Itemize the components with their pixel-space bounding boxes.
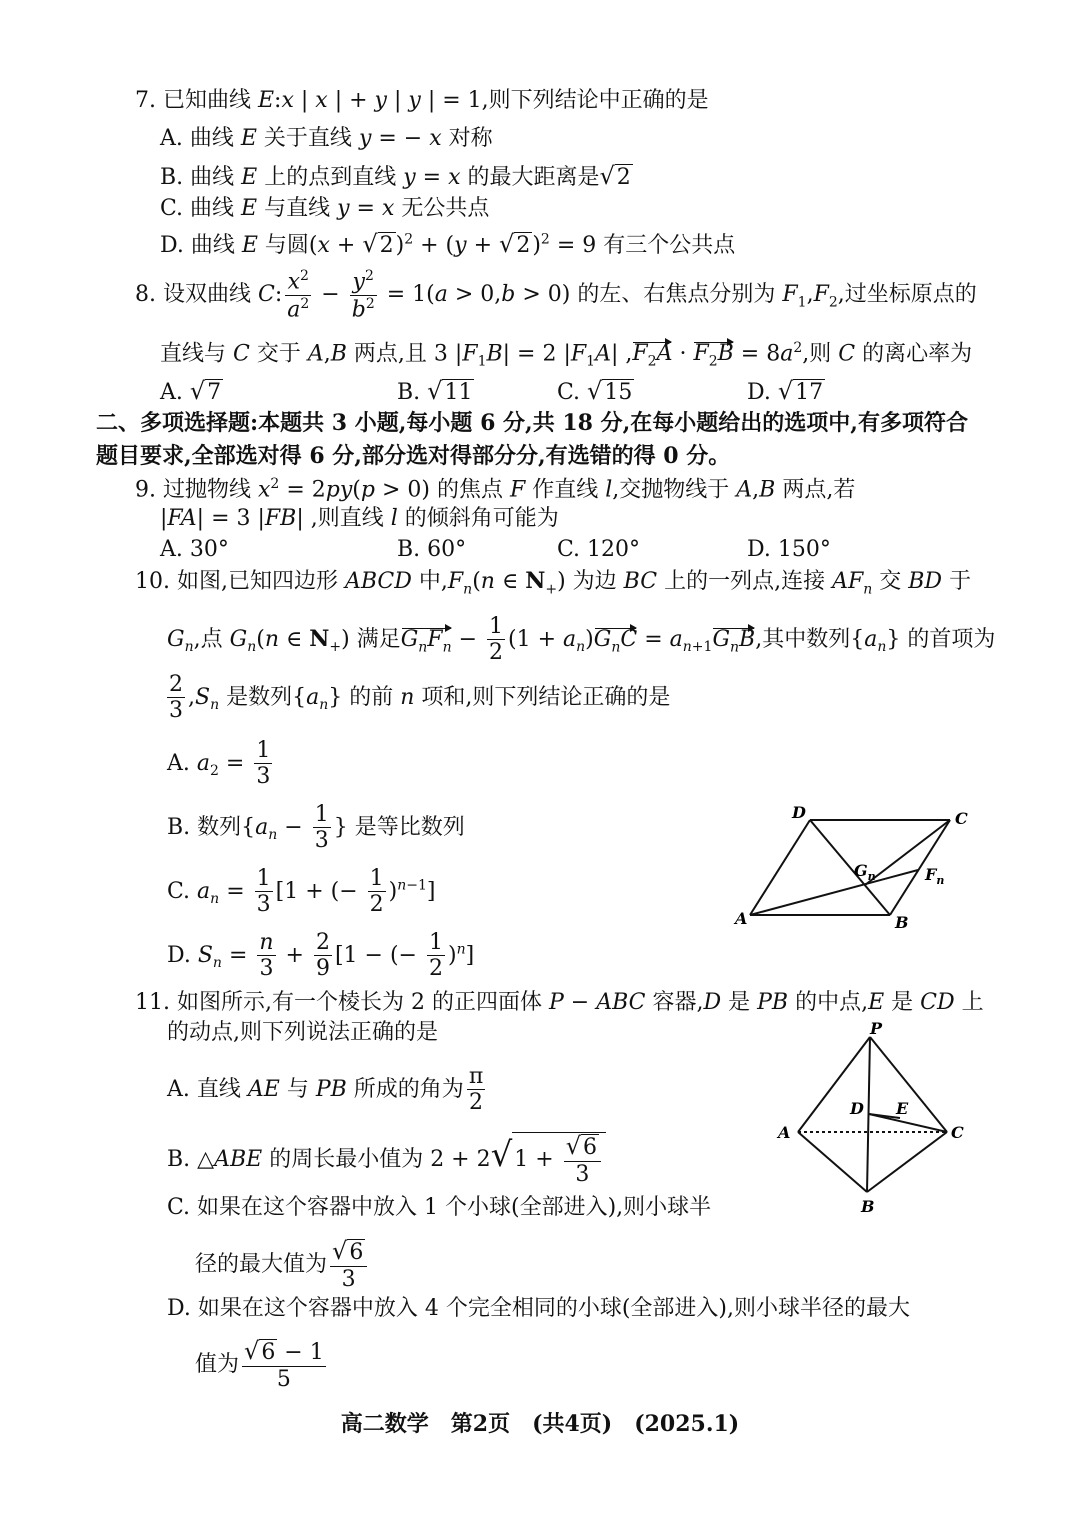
- q8-option-b: B. √11: [397, 377, 473, 405]
- q7-option-c: C. 曲线 E 与直线 y = x 无公共点: [160, 196, 490, 221]
- q7-option-b: B. 曲线 E 上的点到直线 y = x 的最大距离是√2: [160, 162, 631, 190]
- q10-stem-line2: $G_n$,点 $G_n(n$ ∈ $N_+$) 满足$G_nF_n$ − $\frac{1}{2}$ $(1 + a_n)G_nC = a_{n+1}G_nB$,其中数列$\{a_n\}$ 的首项为: [167, 614, 996, 666]
- q8-stem-line1: 8. 设双曲线 C: $\frac{x^2}{a^2}$ − $\frac{y^2}{b^2}$ = 1(a > 0,b > 0) 的左、右焦点分别为 $F_1,F_2$,过坐标原点的: [135, 268, 977, 322]
- section2-heading-line2: 题目要求,全部选对得 6 分,部分选对得部分分,有选错的得 0 分。: [96, 443, 731, 469]
- q7-option-a: A. 曲线 E 关于直线 y = − x 对称: [160, 126, 493, 151]
- label-c: C: [951, 1123, 964, 1142]
- label-d: D: [792, 803, 806, 822]
- q9-stem-line2: |FA| = 3 |FB| ,则直线 l 的倾斜角可能为: [160, 506, 559, 531]
- q11-option-b: B. △ABE 的周长最小值为 2 + 2√1 + $\frac{√6}{3}$: [167, 1132, 606, 1187]
- label-a: A: [735, 909, 748, 928]
- label-e: E: [896, 1099, 909, 1118]
- section2-heading-line1: 二、多项选择题:本题共 3 小题,每小题 6 分,共 18 分,在每小题给出的选项中,有多项符合: [96, 410, 968, 436]
- q10-option-a: A. $a_2$ = $\frac{1}{3}$: [167, 738, 271, 790]
- q10-option-b: B. 数列{$a_n$ − $\frac{1}{3}$ } 是等比数列: [167, 802, 465, 854]
- q11-stem-line1: 11. 如图所示,有一个棱长为 2 的正四面体 P − ABC 容器,D 是 PB 的中点,E 是 CD 上: [135, 990, 984, 1015]
- q10-option-d: D. $S_n$ = $\frac{n}{3}$ + $\frac{2}{9}$ [1 − (− $\frac{1}{2}$ )$^n$]: [167, 930, 475, 982]
- label-p: P: [870, 1022, 883, 1038]
- q9-option-c: C. 120°: [557, 537, 641, 562]
- q9-stem-line1: 9. 过抛物线 $x^2 = 2py(p > 0)$ 的焦点 F 作直线 l,交抛物线于 A,B 两点,若: [135, 476, 856, 503]
- q11-option-c-line2: 径的最大值为 $\frac{√6}{3}$: [195, 1238, 370, 1292]
- q9-option-a: A. 30°: [160, 537, 229, 562]
- edge-bc: [890, 820, 950, 915]
- q11-option-c-line1: C. 如果在这个容器中放入 1 个小球(全部进入),则小球半: [167, 1195, 712, 1220]
- label-b: B: [895, 913, 909, 932]
- q10-stem-line3: $\frac{2}{3}$ $,S_n$ 是数列$\{a_n\}$ 的前 n 项和,则下列结论正确的是: [169, 672, 671, 724]
- q11-option-d-line1: D. 如果在这个容器中放入 4 个完全相同的小球(全部进入),则小球半径的最大: [167, 1296, 910, 1321]
- q9-option-b: B. 60°: [397, 537, 467, 562]
- label-gn: $G_n$: [854, 861, 876, 883]
- q9-option-d: D. 150°: [747, 537, 831, 562]
- label-c: C: [955, 809, 968, 828]
- q11-figure: [770, 1022, 980, 1222]
- q10-figure: [730, 800, 990, 940]
- q8-stem-line2: 直线与 C 交于 A,B 两点,且 3 $|F_1B| = 2$ $|F_1A|$ $,F_2A \cdot F_2B = 8a^2$,则 C 的离心率为: [160, 340, 973, 370]
- q10-stem-line1: 10. 如图,已知四边形 ABCD 中$,F_n(n$ ∈ $N_+$) 为边 BC 上的一列点,连接 $AF_n$ 交 BD 于: [135, 568, 972, 598]
- edge-ab: [798, 1132, 867, 1192]
- q11-stem-line2: 的动点,则下列说法正确的是: [167, 1020, 438, 1045]
- q10-option-c: C. $a_n$ = $\frac{1}{3}$ [1 + (− $\frac{1}{2}$ )$^{n-1}$]: [167, 866, 436, 918]
- label-b: B: [861, 1197, 875, 1216]
- diagonal-bd: [810, 820, 890, 915]
- q11-option-d-line2: 值为 $\frac{√6 - 1}{5}$: [195, 1337, 324, 1392]
- q8-option-c: C. √15: [557, 377, 633, 405]
- q11-option-a: A. 直线 AE 与 PB 所成的角为 $\frac{\pi}{2}$: [167, 1064, 484, 1116]
- q7-stem: 7. 已知曲线 E:x | x | + y | y | = 1,则下列结论中正确的是: [135, 88, 709, 113]
- page-footer: 高二数学 第2页 (共4页) (2025.1): [340, 1411, 740, 1437]
- q8-option-d: D. √17: [747, 377, 824, 405]
- label-fn: $F_n$: [925, 865, 945, 887]
- q7-option-d: D. 曲线 E 与圆$(x + √2)^2 + (y + √2)^2 = 9$ 有三个公共点: [160, 230, 736, 258]
- label-a: A: [778, 1123, 791, 1142]
- label-d: D: [850, 1099, 864, 1118]
- q8-option-a: A. √7: [160, 377, 222, 405]
- edge-cb: [867, 1132, 947, 1192]
